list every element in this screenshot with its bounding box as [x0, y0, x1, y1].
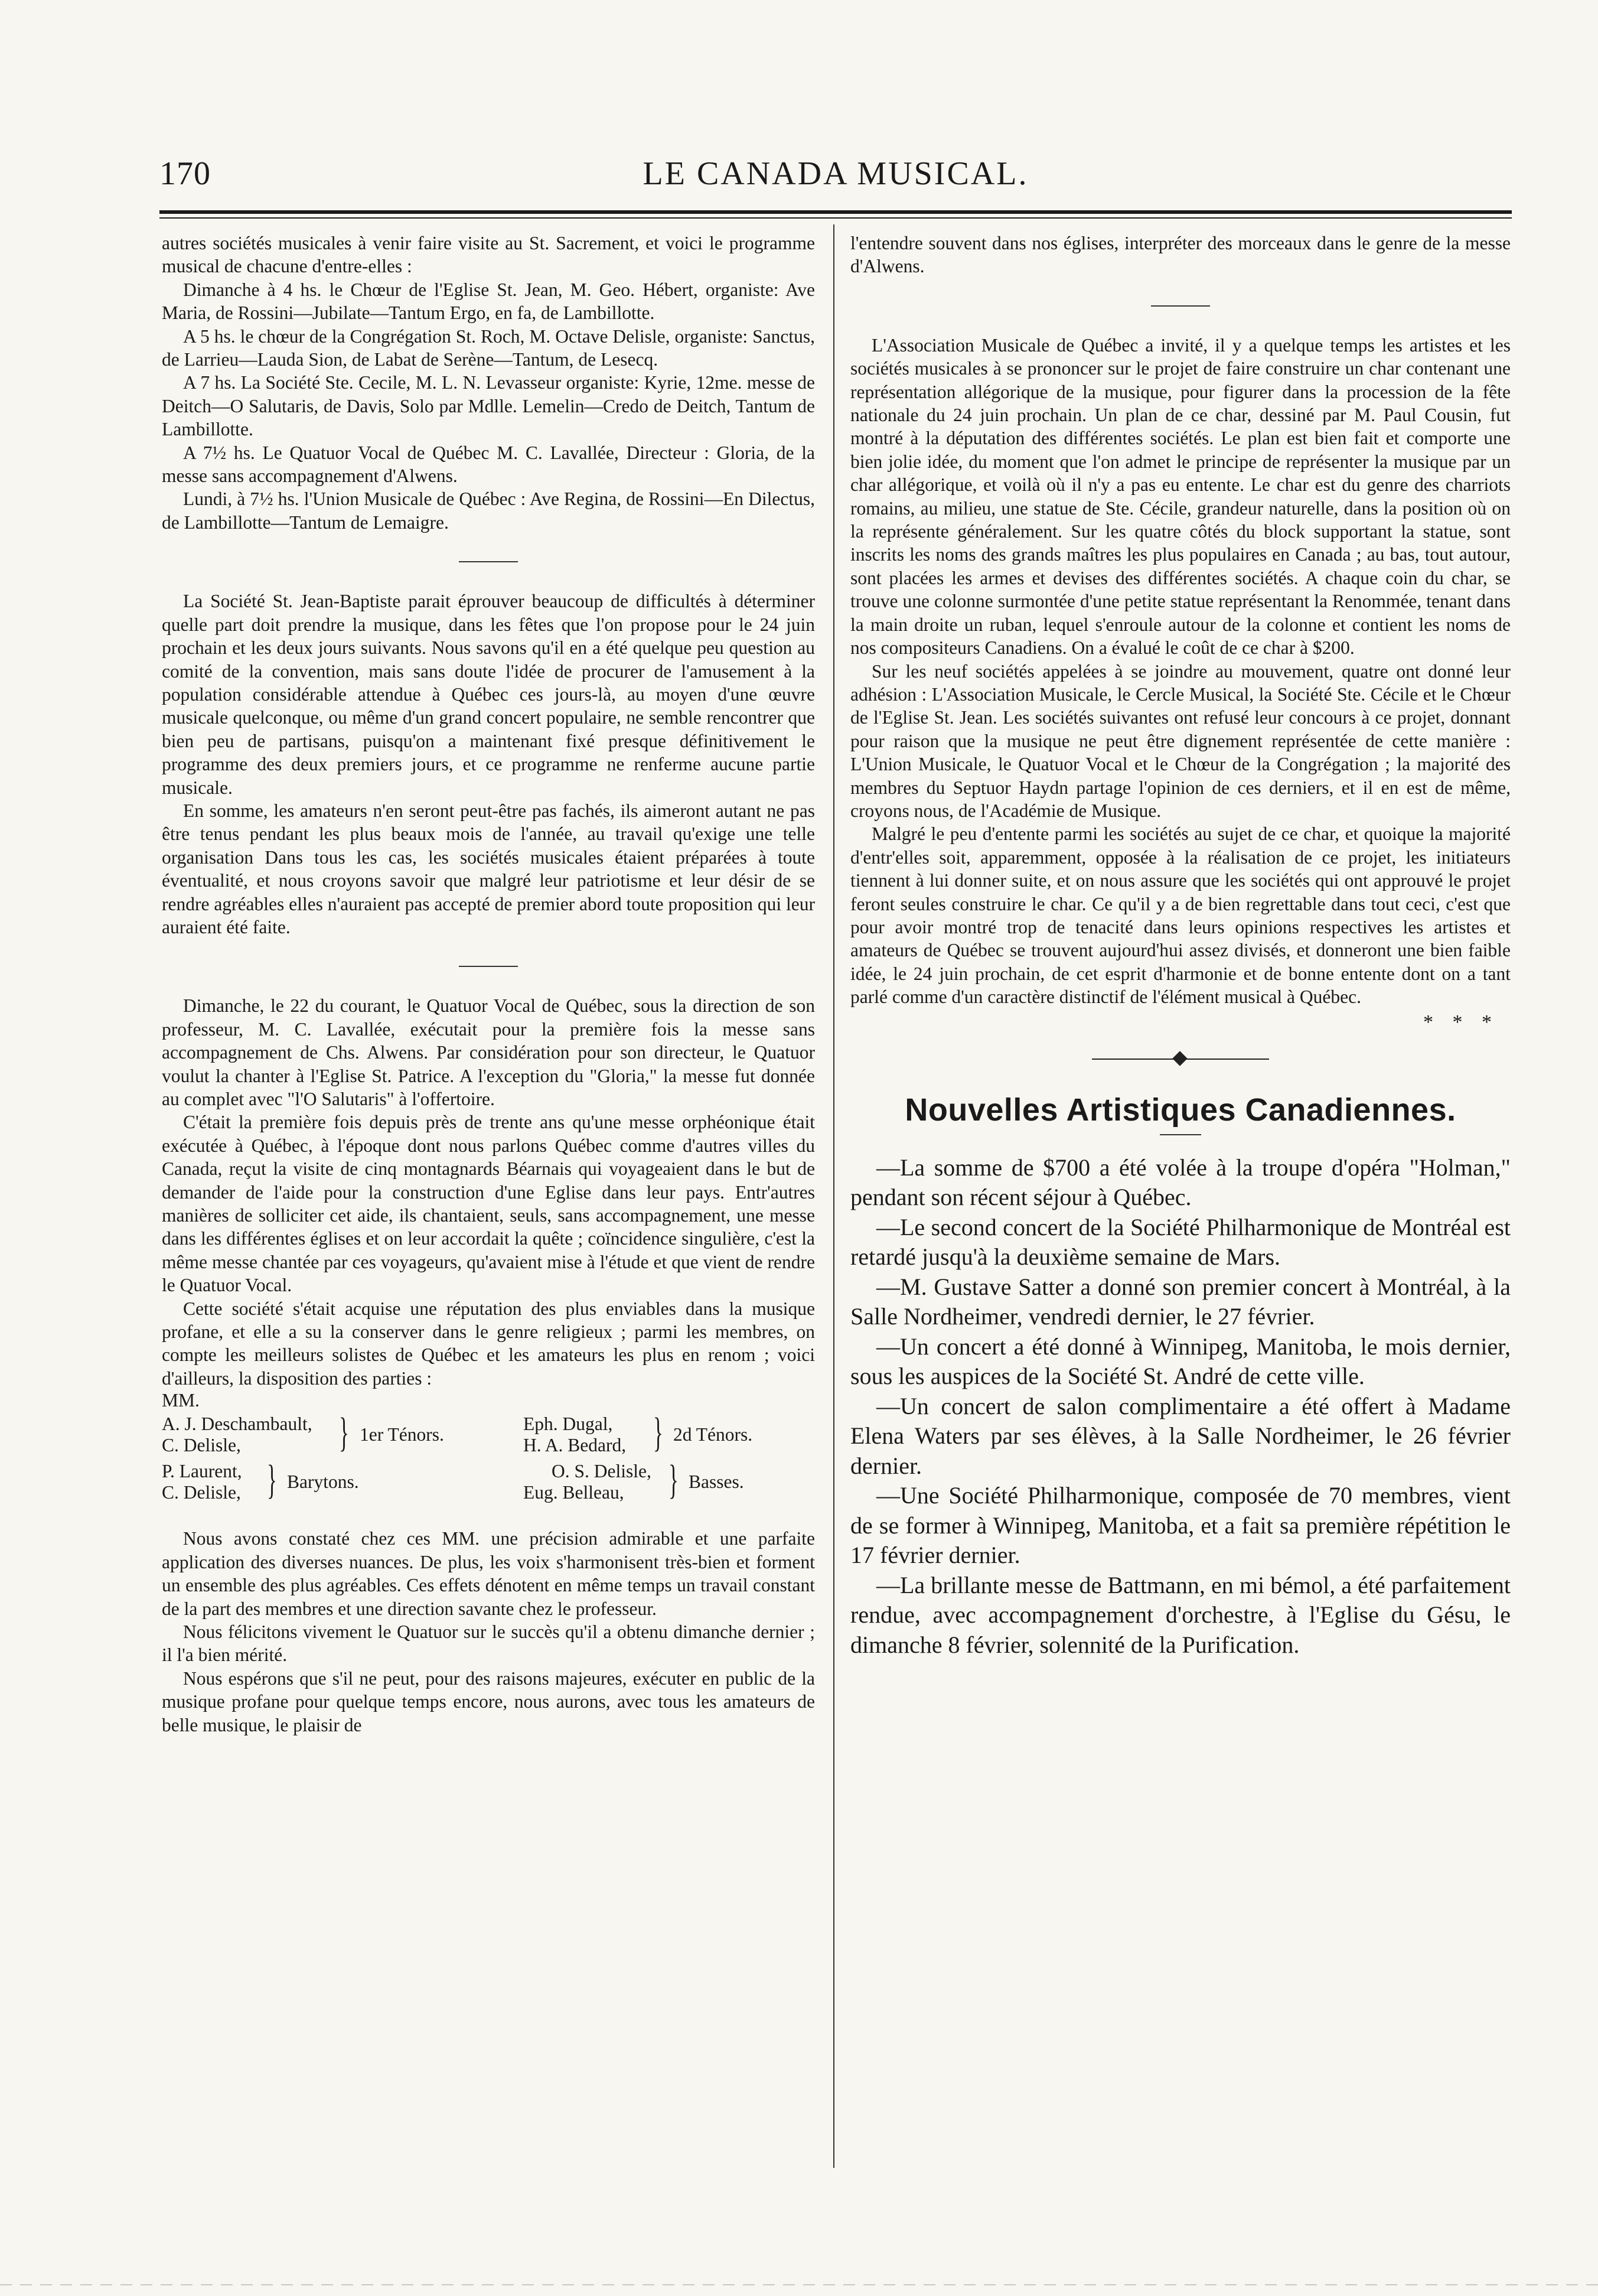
bass-label: Basses. [689, 1471, 744, 1493]
section-title-rule [1160, 1134, 1201, 1135]
paragraph: L'Association Musicale de Québec a invité, il y a quelque temps les artistes et les sociétés musicales à se prononcer sur le projet de faire construire un char contenant une représentation allégorique de la musique, pour figurer dans la procession de la fête nationale du 24 juin prochain. Un plan de ce char, dessiné par M. Paul Cousin, fut montré à la députation des différentes sociétés. Le plan est bien fait et comporte une bien jolie idée, du moment que l'on admet le principe de représenter la musique par un char allégorique, et voilà où il n'y a pas eu entente. Le char est du genre des charriots romains, au milieu, une statue de Ste. Cécile, grandeur naturelle, dans la position où on la représente généralement. Sur les quatre côtés du block supportant la statue, sont inscrits les noms des grands maîtres les plus populaires en Canada ; au bas, tout autour, sont placées les armes et devises des différentes sociétés. A chaque coin du char, se trouve une colonne surmontée d'une petite statue représentant la Renommée, tenant dans la main droite un ruban, lequel s'enroule autour de la colonne et contient les noms de nos compositeurs Canadiens. On a évalué le coût de ce char à $200. [850, 334, 1511, 659]
paragraph: A 7 hs. La Société Ste. Cecile, M. L. N. Levasseur organiste: Kyrie, 12me. messe de Deitch—O Salutaris, de Davis, Solo par Mdlle. Lemelin—Credo de Deitch, Tantum de Lambillotte. [162, 372, 815, 440]
paragraph: Sur les neuf sociétés appelées à se joindre au mouvement, quatre ont donné leur adhésion : L'Association Musicale, le Cercle Musical, la Société Ste. Cécile et le Chœur de l'Eglise St. Jean. Les sociétés suivantes ont refusé leur concours à ce projet, donnant pour raison que la musique ne peut être dignement représentée de cette manière : L'Union Musicale, le Quatuor Vocal et le Chœur de la Congrégation ; la majorité des membres du Septuor Haydn partage l'opinion de ces derniers, et il en est de même, croyons nous, de l'Académie de Musique. [850, 660, 1511, 821]
paragraph: Nous espérons que s'il ne peut, pour des raisons majeures, exécuter en public de la musique profane pour quelque temps encore, nous aurons, avec tous les amateurs de belle musique, le plaisir de [162, 1668, 815, 1735]
news-item: —La brillante messe de Battmann, en mi bémol, a été parfaitement rendue, avec accompagnement d'orchestre, à l'Eglise du Gésu, le dimanche 8 février, solennité de la Purification. [850, 1571, 1511, 1658]
tenor1-member: A. J. Deschambault, [162, 1414, 312, 1435]
personnel-table [162, 1390, 815, 1527]
brace-icon: } [267, 1457, 277, 1503]
header-rule-thin [159, 217, 1512, 219]
tenor2-label: 2d Ténors. [673, 1424, 753, 1445]
news-list [850, 1153, 1511, 1660]
personnel-heading: MM. [162, 1390, 200, 1411]
section-title: Nouvelles Artistiques Canadiennes. [905, 1092, 1456, 1128]
news-item: —M. Gustave Satter a donné son premier concert à Montréal, à la Salle Nordheimer, vendredi dernier, le 27 février. [850, 1273, 1511, 1330]
diamond-icon [1172, 1051, 1187, 1066]
news-item: —Un concert a été donné à Winnipeg, Manitoba, le mois dernier, sous les auspices de la Société St. André de cette ville. [850, 1333, 1511, 1390]
page-number: 170 [159, 155, 211, 192]
paragraph: Cette société s'était acquise une réputation des plus enviables dans la musique profane, et elle a su la conserver dans le genre religieux ; parmi les membres, on compte les meilleurs solistes de Québec et les amateurs les plus en renom ; voici d'ailleurs, la disposition des parties : [162, 1298, 815, 1389]
section-end-stars: * * * [1423, 1011, 1499, 1033]
paragraph: Malgré le peu d'entente parmi les sociétés au sujet de ce char, et quoique la majorité d'entr'elles soit, apparemment, opposée à la réalisation de ce projet, les initiateurs tiennent à lui donner suite, et on nous assure que les sociétés qui ont approuvé le projet feront seules construire le char. Ce qu'il y a de bien regrettable dans tout ceci, c'est que pour avoir montré trop de tenacité dans leurs opinions respectives les artistes et amateurs de Québec se trouvent aujourd'hui assez divisés, et donneront une bien faible idée, le 24 juin prochain, de cet esprit d'harmonie et de bonne entente dont on a tant parlé comme d'un caractère distinctif de l'élément musical à Québec. [850, 823, 1511, 1008]
paragraph: Nous avons constaté chez ces MM. une précision admirable et une parfaite application des diverses nuances. De plus, les voix s'harmonisent très-bien et forment un ensemble des plus agréables. Ces effets dénotent en même temps un travail constant de la part des membres et une direction savante chez le professeur. [162, 1528, 815, 1619]
bass-member: Eug. Belleau, [523, 1482, 624, 1503]
right-column [850, 232, 1511, 2187]
tenor2-member: H. A. Bedard, [523, 1435, 627, 1456]
paragraph: Dimanche, le 22 du courant, le Quatuor Vocal de Québec, sous la direction de son professeur, M. C. Lavallée, exécutait pour la première fois la messe sans accompagnement de Chs. Alwens. Par considération pour son directeur, le Quatuor voulut la chanter à l'Eglise St. Patrice. A l'exception du "Gloria," la messe fut donnée au complet avec "l'O Salutaris" à l'offertoire. [162, 995, 815, 1109]
news-item: —Un concert de salon complimentaire a été offert à Madame Elena Waters par ses élèves, à la Salle Nordheimer, le 26 février dernier. [850, 1392, 1511, 1479]
left-column [162, 232, 815, 2187]
paragraph: C'était la première fois depuis près de trente ans qu'une messe orphéonique était exécutée à Québec, à l'époque dont nous parlons Québec comme d'autres villes du Canada, reçut la visite de cinq montagnards Béarnais qui voyageaient dans le but de demander de l'aide pour la construction d'une Eglise dans leur pays. Entr'autres manières de solliciter cet aide, ils chantaient, seuls, sans accompagnement, une messe dans les différentes églises et on leur accordait la quête ; coïncidence singulière, c'est la même messe chantée par ces voyageurs, qu'avaient mise à l'étude et que vient de rendre le Quatuor Vocal. [162, 1112, 815, 1296]
bottom-edge-mark [0, 2284, 1598, 2285]
brace-icon: } [653, 1410, 663, 1456]
paragraph: Dimanche à 4 hs. le Chœur de l'Eglise St. Jean, M. Geo. Hébert, organiste: Ave Maria, de Rossini—Jubilate—Tantum Ergo, en fa, de Lambillotte. [162, 279, 815, 324]
section-separator [1151, 305, 1210, 307]
paragraph: En somme, les amateurs n'en seront peut-être pas fachés, ils aimeront autant ne pas être tenus pendant les plus beaux mois de l'année, au travail qu'exige une telle organisation Dans tous les cas, les sociétés musicales étaient préparées à toute éventualité, et nous croyons savoir que malgré leur patriotisme et leur désir de se rendre agréables elles n'auraient pas accepté de premier abord toute proposition qui leur auraient été faite. [162, 800, 815, 937]
paragraph: A 5 hs. le chœur de la Congrégation St. Roch, M. Octave Delisle, organiste: Sanctus, de Larrieu—Lauda Sion, de Labat de Serène—Tantum, de Lesecq. [162, 325, 815, 370]
paragraph: Nous félicitons vivement le Quatuor sur le succès qu'il a obtenu dimanche dernier ; il l'a bien mérité. [162, 1621, 815, 1666]
section-separator [459, 561, 518, 562]
column-divider [833, 224, 834, 2168]
header-rule-thick [159, 210, 1512, 214]
brace-icon: } [668, 1457, 679, 1503]
baritone-member: C. Delisle, [162, 1482, 241, 1503]
baritone-label: Barytons. [287, 1471, 359, 1493]
tenor2-member: Eph. Dugal, [523, 1414, 613, 1435]
paragraph: l'entendre souvent dans nos églises, interpréter des morceaux dans le genre de la messe d'Alwens. [850, 233, 1511, 277]
news-item: —Une Société Philharmonique, composée de 70 membres, vient de se former à Winnipeg, Manitoba, et a fait sa première répétition le 17 février dernier. [850, 1482, 1511, 1569]
section-separator [459, 966, 518, 967]
paragraph: autres sociétés musicales à venir faire visite au St. Sacrement, et voici le programme musical de chacune d'entre-elles : [162, 233, 815, 277]
paragraph: La Société St. Jean-Baptiste parait éprouver beaucoup de difficultés à déterminer quelle part doit prendre la musique, dans les fêtes que l'on propose pour le 24 juin prochain et les deux jours suivants. Nous savons qu'il en a été quelque peu question au comité de la convention, mais sans doute l'idée de procurer de l'amusement à la population considérable attendue à Québec ces jours-là, au moyen d'une œuvre musicale quelconque, ou même d'un grand concert populaire, ne semble rencontrer que bien peu de partisans, puisqu'on a maintenant fixé presque définitivement le programme des deux premiers jours, et ce programme ne renferme aucune partie musicale. [162, 591, 815, 798]
paragraph: Lundi, à 7½ hs. l'Union Musicale de Québec : Ave Regina, de Rossini—En Dilectus, de Lambillotte—Tantum de Lemaigre. [162, 488, 815, 533]
tenor1-label: 1er Ténors. [360, 1424, 444, 1445]
news-item: —La somme de $700 a été volée à la troupe d'opéra "Holman," pendant son récent séjour à Québec. [850, 1154, 1511, 1211]
ornament-divider [1092, 1050, 1269, 1068]
tenor1-member: C. Delisle, [162, 1435, 241, 1456]
paragraph: A 7½ hs. Le Quatuor Vocal de Québec M. C. Lavallée, Directeur : Gloria, de la messe sans accompagnement d'Alwens. [162, 442, 815, 487]
brace-icon: } [339, 1410, 349, 1456]
baritone-member: P. Laurent, [162, 1461, 242, 1482]
bass-member: O. S. Delisle, [552, 1461, 651, 1482]
page-header [159, 155, 1512, 202]
running-title: LE CANADA MUSICAL. [643, 155, 1029, 192]
news-item: —Le second concert de la Société Philharmonique de Montréal est retardé jusqu'à la deuxième semaine de Mars. [850, 1213, 1511, 1271]
